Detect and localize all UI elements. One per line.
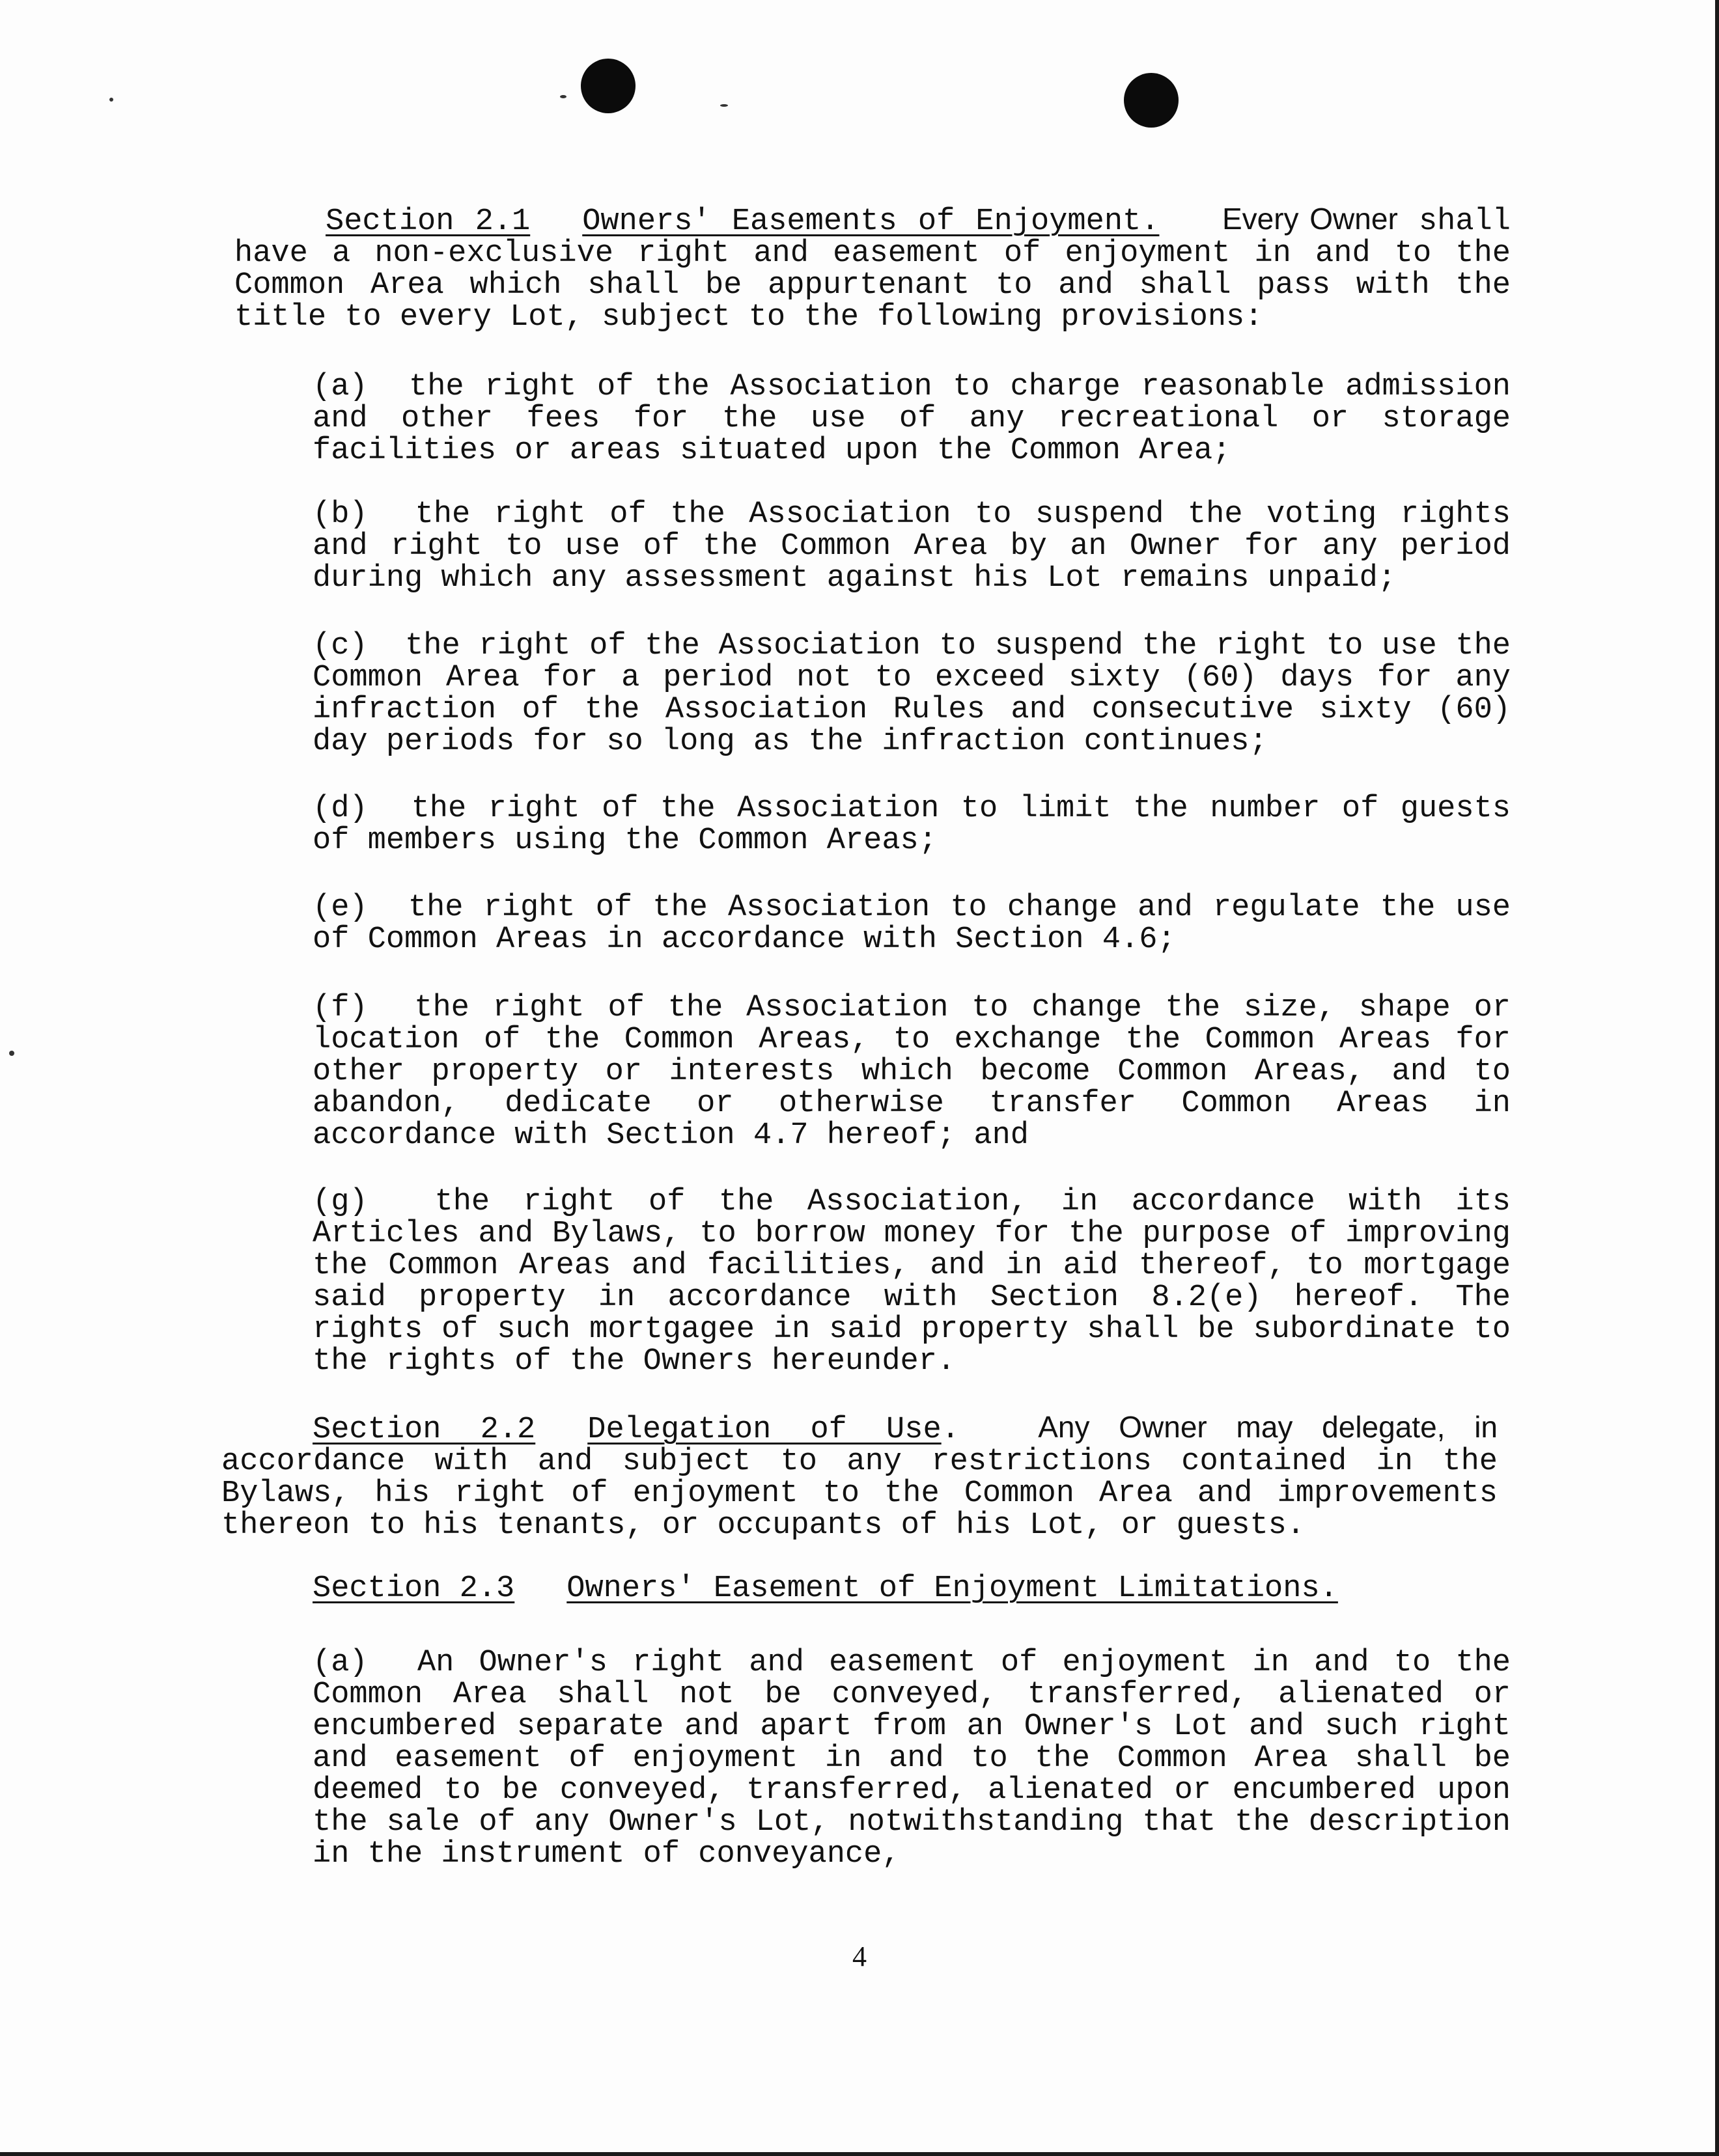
provision-d — [313, 793, 1511, 857]
provision-c-label: (c) — [313, 629, 368, 663]
section-2-1-title: Owners' Easements of Enjoyment. — [582, 204, 1160, 239]
provision-f — [313, 992, 1511, 1152]
provision-a-text: the right of the Association to charge reasonable admission and other fees for the use of any recreational or storage facilities or areas situated upon the Common Area; — [313, 370, 1511, 468]
section-2-2-paragraph — [221, 1411, 1498, 1541]
provision-a-label: (a) — [313, 370, 368, 404]
section-2-2-body: accordance with and subject to any restrictions contained in the Bylaws, his right of enjoyment to the Common Area and improvements thereon to his tenants, or occupants of his Lot, or guests. — [221, 1444, 1498, 1543]
section-2-2-lead-in: Any Owner may delegate, in — [1038, 1410, 1498, 1444]
punch-hole-left — [581, 59, 636, 113]
section-2-2-title: Delegation of Use — [587, 1413, 942, 1447]
scan-speck — [9, 1051, 14, 1056]
section-2-2-period: . — [941, 1413, 960, 1447]
section-2-2-number: Section 2.2 — [313, 1413, 536, 1447]
provision-e-label: (e) — [313, 891, 368, 925]
provision-g — [313, 1186, 1511, 1377]
provision-d-label: (d) — [313, 792, 368, 826]
provision-d-text: the right of the Association to limit the number of guests of members using the Common Areas; — [313, 792, 1511, 858]
provision-c-text: the right of the Association to suspend the right to use the Common Area for a period not to exceed sixty (60) days for any infraction of the Association Rules and consecutive sixty (60) day periods for so long as the infraction continues; — [313, 629, 1511, 759]
section-2-3-provision-a-text: An Owner's right and easement of enjoyment in and to the Common Area shall not be conveyed, transferred, alienated or encumbered separate and apart from an Owner's Lot and such right and easement of enjoyment in and to the Common Area shall be deemed to be conveyed, transferred, alienated or encumbered upon the sale of any Owner's Lot, notwithstanding that the description in the instrument of conveyance, — [313, 1646, 1511, 1872]
provision-g-label: (g) — [313, 1185, 368, 1219]
provision-b-label: (b) — [313, 497, 368, 532]
section-2-1-body: shall have a non-exclusive right and easement of enjoyment in and to the Common Area which shall be appurtenant to and shall pass with the title to every Lot, subject to the following provisions: — [234, 204, 1511, 335]
provision-f-label: (f) — [313, 991, 368, 1025]
punch-hole-right — [1124, 73, 1179, 128]
section-2-3-provision-a-label: (a) — [313, 1646, 368, 1680]
section-2-1-lead-in: Every Owner — [1222, 202, 1398, 236]
section-2-3-number: Section 2.3 — [313, 1571, 515, 1606]
provision-f-text: the right of the Association to change the size, shape or location of the Common Areas, to exchange the Common Areas for other property or interests which become Common Areas, and to abandon, dedicate or otherwise transfer Common Areas in accordance with Section 4.7 hereof; and — [313, 991, 1511, 1153]
section-2-3-title: Owners' Easement of Enjoyment Limitations. — [566, 1571, 1338, 1606]
section-2-1-paragraph — [234, 203, 1511, 333]
scan-speck — [560, 95, 566, 98]
provision-a — [313, 371, 1511, 467]
page-number: 4 — [852, 1941, 867, 1972]
provision-e — [313, 892, 1511, 956]
section-2-3-provision-a — [313, 1647, 1511, 1870]
provision-b — [313, 499, 1511, 594]
provision-g-text: the right of the Association, in accordance with its Articles and Bylaws, to borrow money for the purpose of improving the Common Areas and facilities, and in aid thereof, to mortgage said property in accordance with Section 8.2(e) hereof. The rights of such mortgagee in said property shall be subordinate to the rights of the Owners hereunder. — [313, 1185, 1511, 1379]
scan-speck — [720, 104, 728, 107]
provision-b-text: the right of the Association to suspend the voting rights and right to use of the Common Area by an Owner for any period during which any assessment against his Lot remains unpaid; — [313, 497, 1511, 596]
provision-c — [313, 630, 1511, 758]
provision-e-text: the right of the Association to change and regulate the use of Common Areas in accordance with Section 4.6; — [313, 891, 1511, 957]
section-2-3-heading — [313, 1573, 1511, 1605]
scan-speck — [109, 98, 113, 102]
section-2-1-number: Section 2.1 — [326, 204, 531, 239]
